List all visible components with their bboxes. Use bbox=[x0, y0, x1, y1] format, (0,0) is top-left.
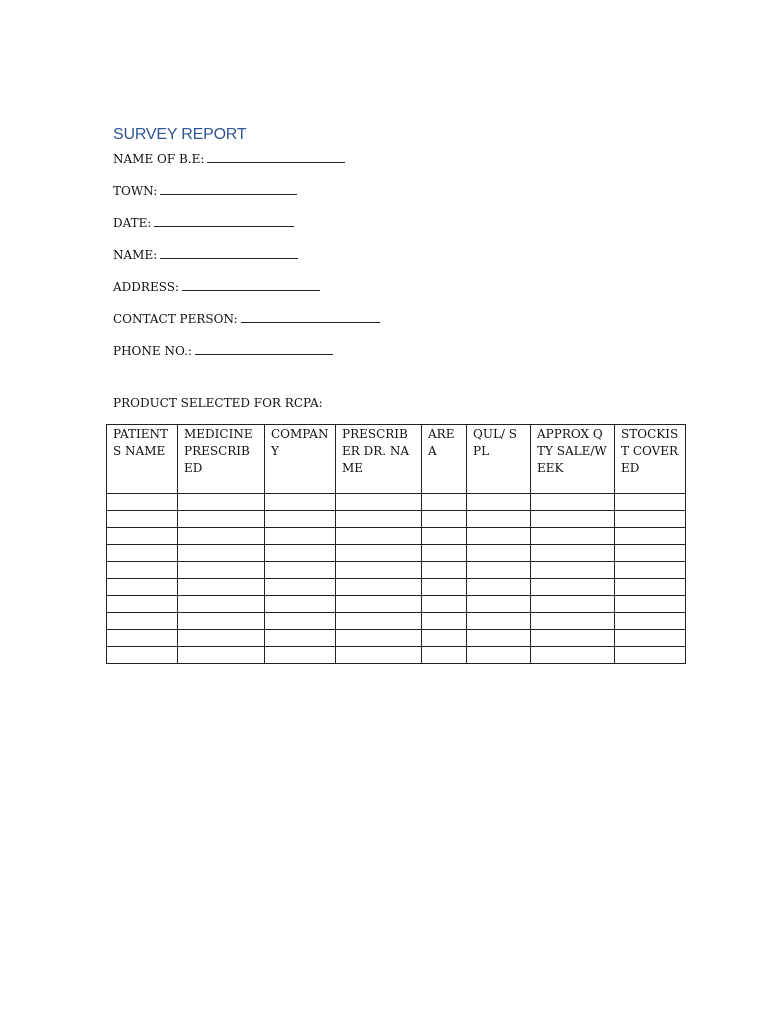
table-cell[interactable] bbox=[422, 528, 467, 545]
table-cell[interactable] bbox=[265, 579, 336, 596]
table-cell[interactable] bbox=[336, 613, 422, 630]
table-cell[interactable] bbox=[615, 613, 686, 630]
field-label: TOWN: bbox=[113, 184, 158, 198]
table-cell[interactable] bbox=[178, 545, 265, 562]
table-row bbox=[107, 545, 686, 562]
table-cell[interactable] bbox=[422, 494, 467, 511]
table-cell[interactable] bbox=[265, 613, 336, 630]
table-cell[interactable] bbox=[615, 494, 686, 511]
table-cell[interactable] bbox=[467, 528, 531, 545]
table-row bbox=[107, 613, 686, 630]
table-cell[interactable] bbox=[107, 528, 178, 545]
field-address bbox=[113, 279, 320, 294]
table-cell[interactable] bbox=[178, 511, 265, 528]
table-cell[interactable] bbox=[107, 579, 178, 596]
table-cell[interactable] bbox=[615, 579, 686, 596]
column-header: STOCKIST COVERED bbox=[615, 425, 686, 494]
table-cell[interactable] bbox=[178, 647, 265, 664]
table-cell[interactable] bbox=[336, 545, 422, 562]
blank-line[interactable] bbox=[160, 247, 298, 259]
table-cell[interactable] bbox=[615, 562, 686, 579]
table-cell[interactable] bbox=[467, 511, 531, 528]
table-cell[interactable] bbox=[615, 545, 686, 562]
table-cell[interactable] bbox=[615, 528, 686, 545]
table-row bbox=[107, 647, 686, 664]
table-cell[interactable] bbox=[265, 647, 336, 664]
table-cell[interactable] bbox=[615, 596, 686, 613]
page-title: SURVEY REPORT bbox=[113, 126, 247, 143]
table-cell[interactable] bbox=[178, 562, 265, 579]
table-cell[interactable] bbox=[531, 630, 615, 647]
field-label: ADDRESS: bbox=[113, 280, 179, 294]
column-header: QUL/ SPL bbox=[467, 425, 531, 494]
blank-line[interactable] bbox=[154, 215, 294, 227]
table-cell[interactable] bbox=[265, 596, 336, 613]
table-cell[interactable] bbox=[178, 596, 265, 613]
blank-line[interactable] bbox=[207, 151, 345, 163]
table-cell[interactable] bbox=[422, 511, 467, 528]
table-row bbox=[107, 511, 686, 528]
table-row bbox=[107, 528, 686, 545]
table-cell[interactable] bbox=[467, 613, 531, 630]
table-cell[interactable] bbox=[336, 630, 422, 647]
table-cell[interactable] bbox=[467, 596, 531, 613]
table-cell[interactable] bbox=[107, 494, 178, 511]
table-row bbox=[107, 596, 686, 613]
column-header: AREA bbox=[422, 425, 467, 494]
blank-line[interactable] bbox=[241, 311, 380, 323]
table-row bbox=[107, 630, 686, 647]
table-cell[interactable] bbox=[336, 511, 422, 528]
table-cell[interactable] bbox=[265, 545, 336, 562]
column-header: COMPANY bbox=[265, 425, 336, 494]
table-cell[interactable] bbox=[336, 596, 422, 613]
table-row bbox=[107, 562, 686, 579]
table-cell[interactable] bbox=[336, 562, 422, 579]
table-cell[interactable] bbox=[265, 528, 336, 545]
table-cell[interactable] bbox=[265, 494, 336, 511]
table-cell[interactable] bbox=[178, 579, 265, 596]
field-label: NAME: bbox=[113, 248, 158, 262]
table-cell[interactable] bbox=[422, 613, 467, 630]
table-body bbox=[107, 494, 686, 664]
table-cell[interactable] bbox=[615, 630, 686, 647]
table-cell[interactable] bbox=[107, 613, 178, 630]
table-cell[interactable] bbox=[107, 562, 178, 579]
table-cell[interactable] bbox=[467, 545, 531, 562]
table-cell[interactable] bbox=[531, 528, 615, 545]
table-cell[interactable] bbox=[107, 596, 178, 613]
field-label: CONTACT PERSON: bbox=[113, 312, 238, 326]
table-cell[interactable] bbox=[615, 647, 686, 664]
field-label: NAME OF B.E: bbox=[113, 152, 205, 166]
table-header-row bbox=[107, 425, 686, 494]
table-cell[interactable] bbox=[107, 545, 178, 562]
table-cell[interactable] bbox=[531, 494, 615, 511]
table-cell[interactable] bbox=[531, 562, 615, 579]
section-label: PRODUCT SELECTED FOR RCPA: bbox=[113, 396, 323, 410]
table-cell[interactable] bbox=[467, 579, 531, 596]
table-cell[interactable] bbox=[531, 613, 615, 630]
table-cell[interactable] bbox=[336, 528, 422, 545]
column-header: PATIENTS NAME bbox=[107, 425, 178, 494]
table-cell[interactable] bbox=[107, 511, 178, 528]
column-header: MEDICINE PRESCRIBED bbox=[178, 425, 265, 494]
rcpa-table bbox=[106, 424, 686, 664]
table-cell[interactable] bbox=[336, 579, 422, 596]
field-label: PHONE NO.: bbox=[113, 344, 192, 358]
table-cell[interactable] bbox=[265, 511, 336, 528]
column-header: PRESCRIBER DR. NAME bbox=[336, 425, 422, 494]
table-cell[interactable] bbox=[531, 647, 615, 664]
table-cell[interactable] bbox=[422, 630, 467, 647]
table-row bbox=[107, 494, 686, 511]
field-contact-person bbox=[113, 311, 380, 326]
field-label: DATE: bbox=[113, 216, 152, 230]
table-cell[interactable] bbox=[178, 613, 265, 630]
table-cell[interactable] bbox=[422, 647, 467, 664]
field-date bbox=[113, 215, 294, 230]
table-cell[interactable] bbox=[178, 494, 265, 511]
table-cell[interactable] bbox=[336, 494, 422, 511]
table-cell[interactable] bbox=[531, 511, 615, 528]
table-cell[interactable] bbox=[178, 528, 265, 545]
table-cell[interactable] bbox=[422, 562, 467, 579]
field-town bbox=[113, 183, 297, 198]
table-cell[interactable] bbox=[336, 647, 422, 664]
table-cell[interactable] bbox=[467, 630, 531, 647]
field-phone-no bbox=[113, 343, 333, 358]
table-cell[interactable] bbox=[178, 630, 265, 647]
table-cell[interactable] bbox=[531, 579, 615, 596]
column-header: APPROX QTY SALE/WEEK bbox=[531, 425, 615, 494]
table-cell[interactable] bbox=[107, 647, 178, 664]
table-cell[interactable] bbox=[107, 630, 178, 647]
table-cell[interactable] bbox=[422, 545, 467, 562]
table-cell[interactable] bbox=[422, 596, 467, 613]
table-cell[interactable] bbox=[467, 647, 531, 664]
table-row bbox=[107, 579, 686, 596]
table-cell[interactable] bbox=[265, 630, 336, 647]
field-name-of-be bbox=[113, 151, 345, 166]
blank-line[interactable] bbox=[195, 343, 333, 355]
blank-line[interactable] bbox=[182, 279, 320, 291]
table-cell[interactable] bbox=[531, 545, 615, 562]
table-cell[interactable] bbox=[265, 562, 336, 579]
table-cell[interactable] bbox=[422, 579, 467, 596]
table-cell[interactable] bbox=[531, 596, 615, 613]
table-cell[interactable] bbox=[467, 494, 531, 511]
field-name bbox=[113, 247, 298, 262]
table-cell[interactable] bbox=[615, 511, 686, 528]
blank-line[interactable] bbox=[160, 183, 297, 195]
table-cell[interactable] bbox=[467, 562, 531, 579]
